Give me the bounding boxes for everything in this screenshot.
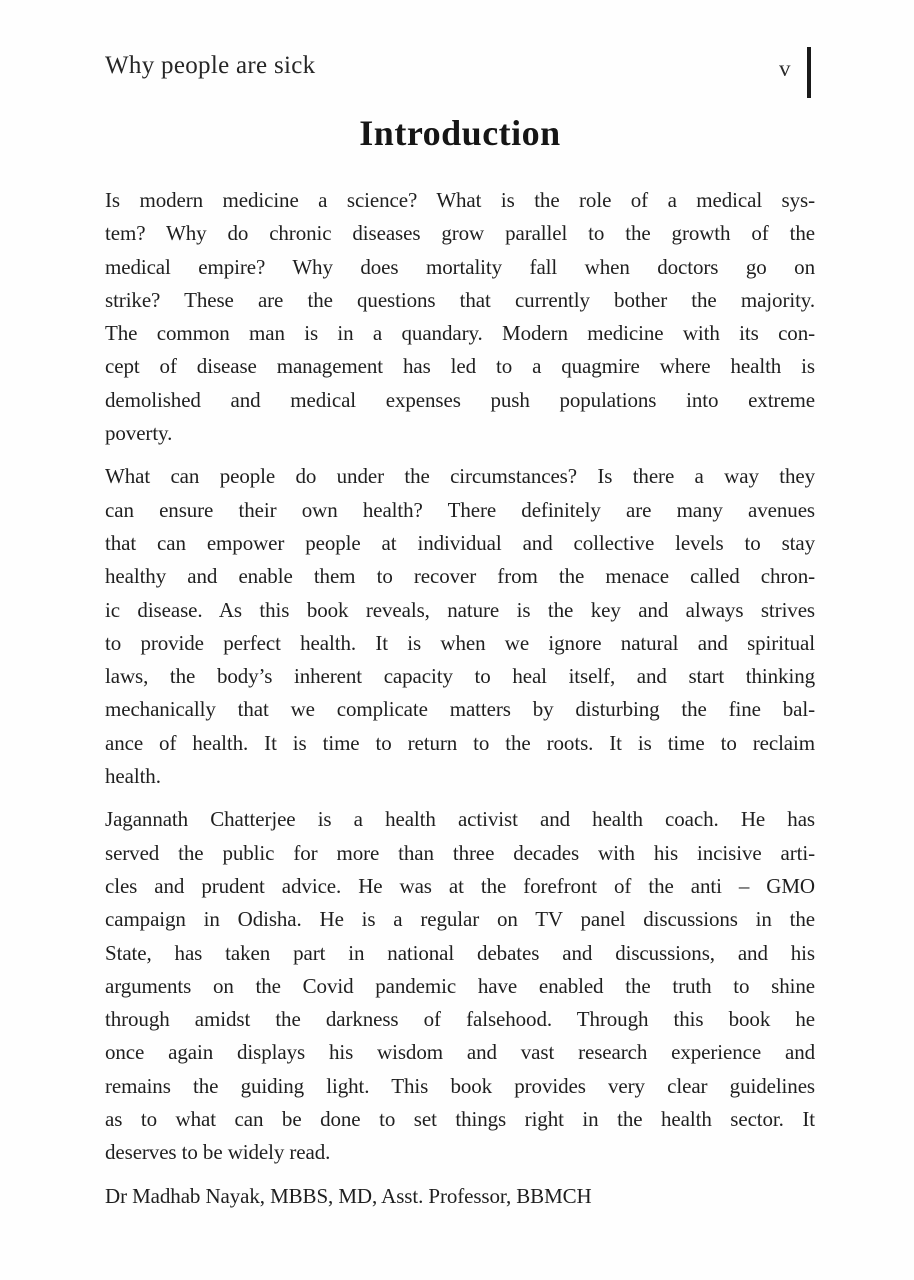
text-line: to provide perfect health. It is when we ignore natural and spiritual xyxy=(105,630,815,655)
text-line: as to what can be done to set things right in the health sector. It xyxy=(105,1107,815,1132)
text-line: State, has taken part in national debates and discussions, and his xyxy=(105,940,815,965)
text-line: ance of health. It is time to return to the roots. It is time to reclaim xyxy=(105,730,815,755)
text-line: poverty. xyxy=(105,421,173,446)
text-line: Is modern medicine a science? What is the role of a medical sys- xyxy=(105,188,815,212)
text-line: can ensure their own health? There definitely are many avenues xyxy=(105,497,815,522)
text-line: The common man is in a quandary. Modern medicine with its con- xyxy=(105,321,815,346)
text-line: Dr Madhab Nayak, MBBS, MD, Asst. Professor, BBMCH xyxy=(105,1183,592,1208)
text-line: ic disease. As this book reveals, nature is the key and always strives xyxy=(105,597,815,622)
text-line: medical empire? Why does mortality fall when doctors go on xyxy=(105,254,815,279)
text-line: strike? These are the questions that currently bother the majority. xyxy=(105,287,815,312)
text-line: cept of disease management has led to a quagmire where health is xyxy=(105,354,815,379)
paragraph-attribution xyxy=(105,1180,815,1213)
text-line: tem? Why do chronic diseases grow parallel to the growth of the xyxy=(105,221,815,246)
text-line: What can people do under the circumstances? Is there a way they xyxy=(105,464,815,489)
running-title: Why people are sick xyxy=(105,52,316,79)
chapter-heading: Introduction xyxy=(359,113,561,153)
text-line: demolished and medical expenses push populations into extreme xyxy=(105,387,815,412)
text-line: remains the guiding light. This book provides very clear guidelines xyxy=(105,1073,815,1098)
text-line: through amidst the darkness of falsehood. Through this book he xyxy=(105,1007,815,1032)
text-line: mechanically that we complicate matters by disturbing the fine bal- xyxy=(105,697,815,722)
text-line: health. xyxy=(105,764,161,789)
margin-rule xyxy=(807,47,811,98)
text-line: Jagannath Chatterjee is a health activist and health coach. He has xyxy=(105,807,815,832)
text-line: once again displays his wisdom and vast research experience and xyxy=(105,1040,815,1065)
text-line: that can empower people at individual and collective levels to stay xyxy=(105,530,815,555)
text-line: laws, the body’s inherent capacity to heal itself, and start thinking xyxy=(105,664,815,689)
text-line: cles and prudent advice. He was at the forefront of the anti – GMO xyxy=(105,873,815,898)
paragraph-modern-medicine-questions xyxy=(105,184,815,450)
paragraph-about-author xyxy=(105,803,815,1169)
page-number: v xyxy=(779,56,791,81)
text-line: deserves to be widely read. xyxy=(105,1140,331,1165)
text-line: arguments on the Covid pandemic have enabled the truth to shine xyxy=(105,973,815,998)
text-line: healthy and enable them to recover from the menace called chron- xyxy=(105,564,815,589)
paragraph-what-can-people-do xyxy=(105,460,815,793)
text-line: served the public for more than three decades with his incisive arti- xyxy=(105,840,815,865)
body-text xyxy=(105,184,815,1223)
text-line: campaign in Odisha. He is a regular on TV panel discussions in the xyxy=(105,907,815,932)
